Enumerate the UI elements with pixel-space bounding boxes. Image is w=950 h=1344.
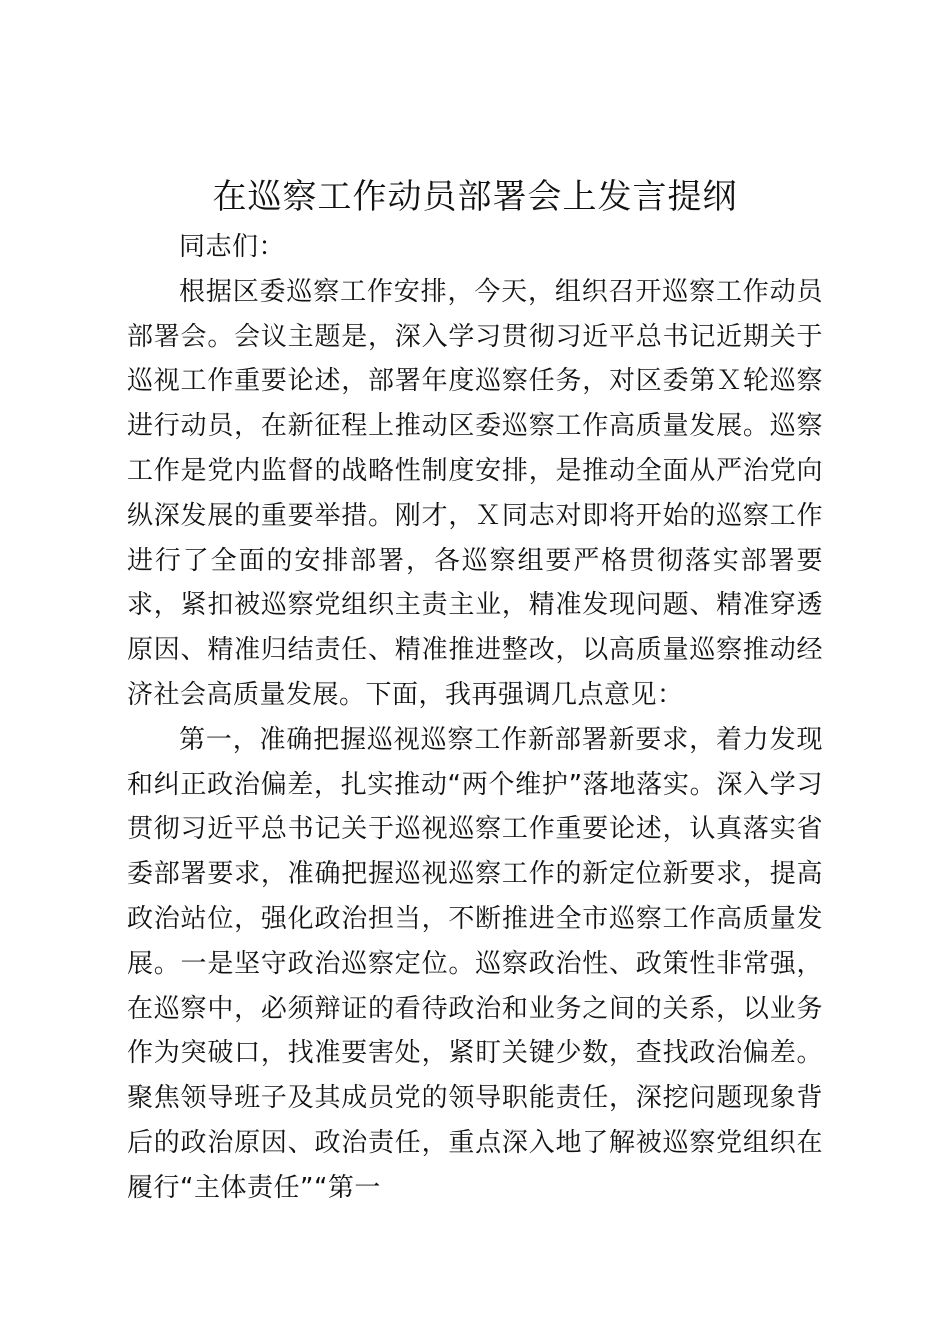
document-body xyxy=(127,225,823,1211)
document-title: 在巡察工作动员部署会上发言提纲 xyxy=(212,177,738,217)
salutation: 同志们： xyxy=(179,232,286,262)
paragraph-intro: 根据区委巡察工作安排，今天，组织召开巡察工作动员部署会。会议主题是，深入学习贯彻习近平总书记近期关于巡视工作重要论述，部署年度巡察任务，对区委第Ｘ轮巡察进行动员，在新征程上推动区委巡察工作高质量发展。巡察工作是党内监督的战略性制度安排，是推动全面从严治党向纵深发展的重要举措。刚才，Ｘ同志对即将开始的巡察工作进行了全面的安排部署，各巡察组要严格贯彻落实部署要求，紧扣被巡察党组织主责主业，精准发现问题、精准穿透原因、精准归结责任、精准推进整改，以高质量巡察推动经济社会高质量发展。下面，我再强调几点意见： xyxy=(127,276,823,710)
paragraph-first-point: 第一，准确把握巡视巡察工作新部署新要求，着力发现和纠正政治偏差，扎实推动“两个维护”落地落实。深入学习贯彻习近平总书记关于巡视巡察工作重要论述，认真落实省委部署要求，准确把握巡视巡察工作的新定位新要求，提高政治站位，强化政治担当，不断推进全市巡察工作高质量发展。一是坚守政治巡察定位。巡察政治性、政策性非常强，在巡察中，必须辩证的看待政治和业务之间的关系，以业务作为突破口，找准要害处，紧盯关键少数，查找政治偏差。聚焦领导班子及其成员党的领导职能责任，深挖问题现象背后的政治原因、政治责任，重点深入地了解被巡察党组织在履行“主体责任”“第一 xyxy=(127,724,823,1203)
